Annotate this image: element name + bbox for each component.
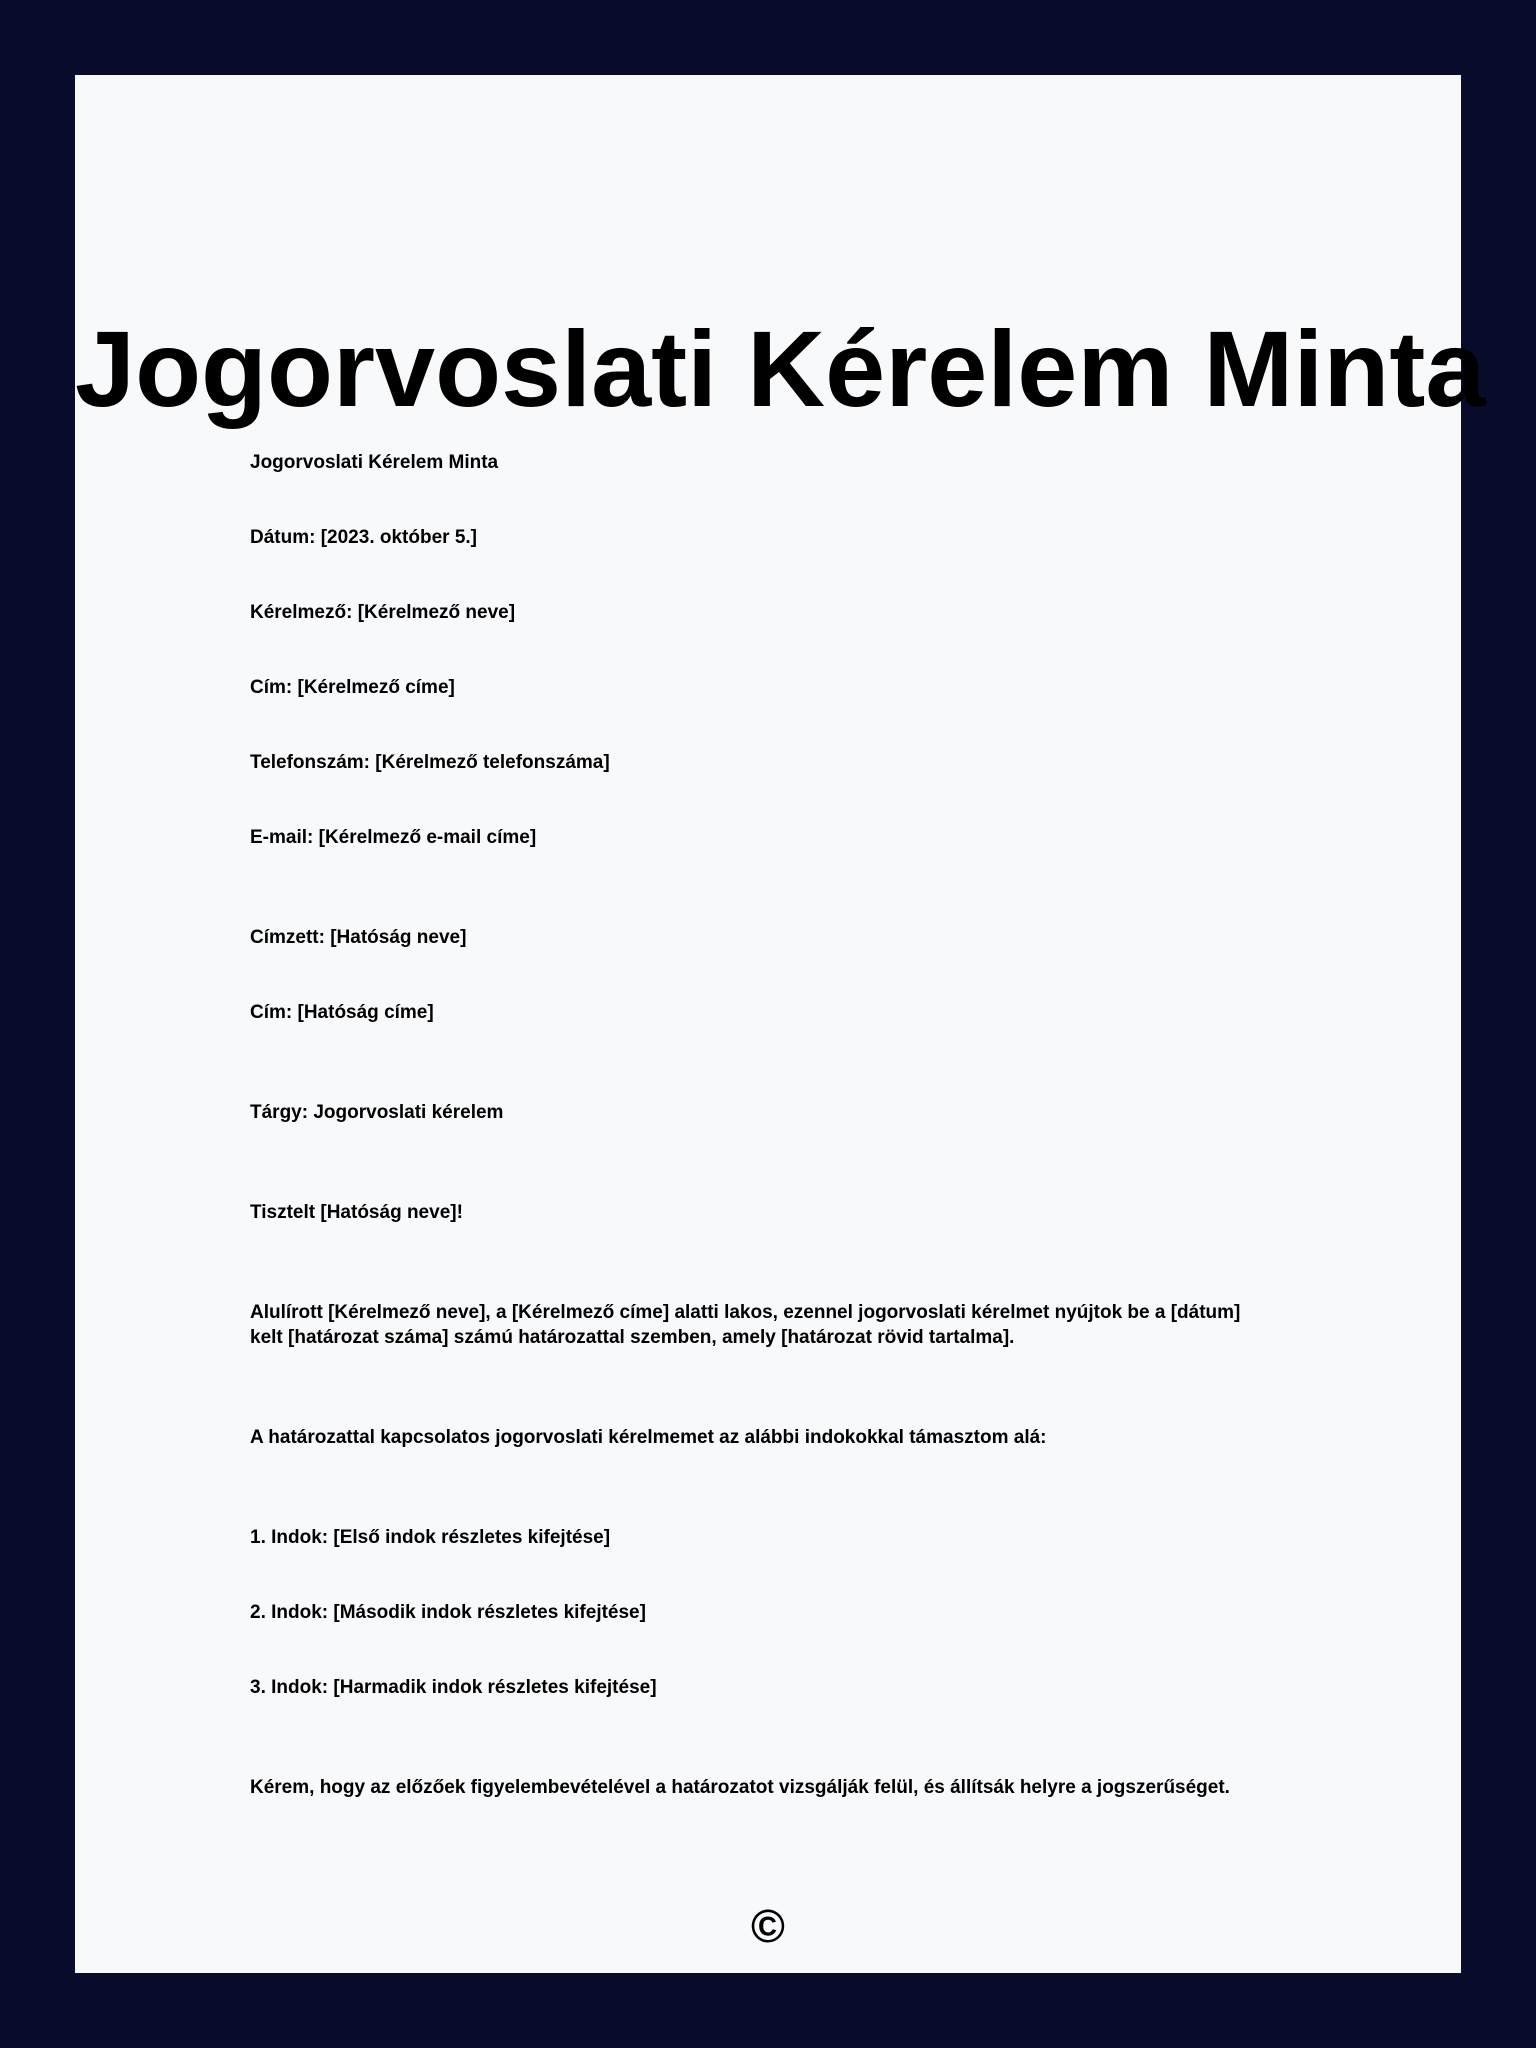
recipient-address-line: Cím: [Hatóság címe]: [250, 1002, 434, 1023]
reason-item-2: 2. Indok: [Második indok részletes kifejtése]: [250, 1602, 646, 1623]
document-page: [75, 75, 1486, 1973]
salutation: Tisztelt [Hatóság neve]!: [250, 1202, 463, 1223]
applicant-address-line: Cím: [Kérelmező címe]: [250, 677, 455, 698]
reasons-intro: A határozattal kapcsolatos jogorvoslati kérelmemet az alábbi indokokkal támasztom alá:: [250, 1427, 1047, 1448]
recipient-line: Címzett: [Hatóság neve]: [250, 927, 467, 948]
copyright-symbol: ©: [751, 1900, 785, 1952]
intro-paragraph: Alulírott [Kérelmező neve], a [Kérelmező címe] alatti lakos, ezennel jogorvoslati kérelmet nyújtok be a [dátum] kelt [határozat száma] számú határozattal szemben, amely [határozat rövid tartalma].: [250, 1302, 1241, 1348]
reason-item-1: 1. Indok: [Első indok részletes kifejtése]: [250, 1527, 611, 1548]
date-line: Dátum: [2023. október 5.]: [250, 527, 477, 548]
applicant-line: Kérelmező: [Kérelmező neve]: [250, 602, 516, 623]
closing-paragraph: Kérem, hogy az előzőek figyelembevételével a határozatot vizsgálják felül, és állítsák helyre a jogszerűséget.: [250, 1777, 1230, 1798]
reason-item-3: 3. Indok: [Harmadik indok részletes kifejtése]: [250, 1677, 657, 1698]
subject-line: Tárgy: Jogorvoslati kérelem: [250, 1102, 504, 1123]
document-main-title: Jogorvoslati Kérelem Minta: [75, 308, 1486, 429]
document-heading: Jogorvoslati Kérelem Minta: [250, 452, 499, 473]
email-line: E-mail: [Kérelmező e-mail címe]: [250, 827, 537, 848]
phone-line: Telefonszám: [Kérelmező telefonszáma]: [250, 752, 610, 773]
